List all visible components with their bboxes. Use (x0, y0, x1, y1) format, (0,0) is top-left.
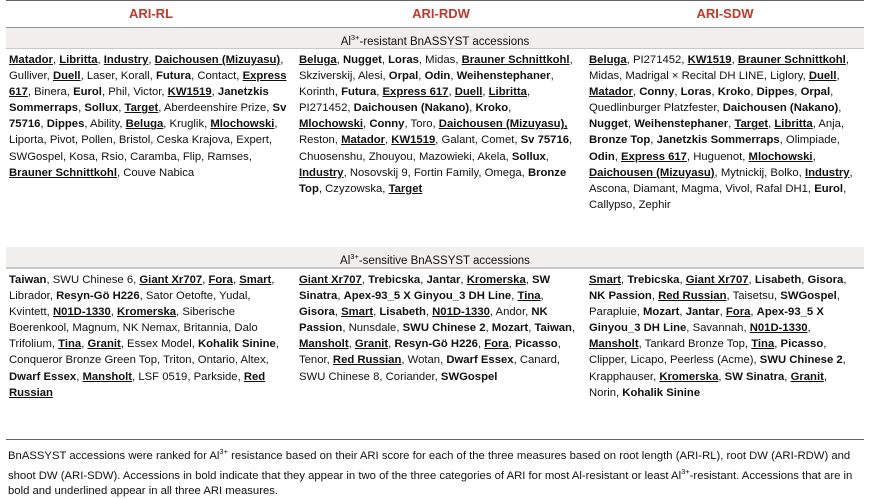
superscript: 3+ (219, 447, 228, 456)
accession-two-of-three: Trebicska (627, 274, 680, 286)
text-run: , (750, 306, 757, 319)
text-run: , (40, 118, 47, 131)
accession-all-three: Giant Xr707 (685, 274, 749, 286)
text-run: , (376, 86, 383, 99)
text-run: , (334, 306, 342, 319)
text-run: , (211, 86, 218, 99)
accession-two-of-three: Orpal (800, 86, 831, 99)
cell-sensitive-ari-rdw (296, 269, 586, 439)
text-run: , Kruglik, (163, 118, 211, 131)
accession-two-of-three: Odin (424, 70, 451, 83)
accession-all-three: Red Russian (332, 354, 402, 367)
text-run: , (418, 70, 425, 83)
text-run: , (361, 274, 369, 286)
accession-two-of-three: Taiwan (9, 274, 47, 286)
accession-all-three: KW1519 (391, 134, 436, 147)
accession-all-three: Kromerska (466, 274, 526, 286)
accession-all-three: Target (124, 102, 159, 115)
sensitive-row (6, 268, 864, 439)
accession-all-three: N01D-1330 (52, 306, 111, 319)
text-run: , (388, 338, 395, 351)
text-run: , (621, 274, 628, 286)
text-run: , Olimpiade, (779, 134, 840, 147)
accession-two-of-three: NK Passion (299, 306, 548, 335)
text-run: , PI271452, (299, 86, 531, 115)
text-run: , (381, 54, 389, 66)
accession-all-three: Mansholt (82, 370, 133, 383)
text-run: , Couve Nabica (116, 166, 195, 179)
accession-two-of-three: Trebicska (368, 274, 421, 286)
text-run: , (232, 274, 240, 286)
accession-all-three: Target (734, 118, 769, 131)
text-run: , Laser, Korall, (80, 70, 156, 83)
text-run: , (477, 338, 485, 351)
accession-two-of-three: Futura (155, 70, 192, 83)
accession-all-three: Smart (341, 306, 374, 319)
accession-all-three: Matador (9, 54, 53, 66)
text-run: Reston, (299, 134, 342, 147)
text-run: , Ascona, Diamant, Magma, Vivol, Rafal DH1, (589, 166, 853, 195)
accession-all-three: Fora (725, 306, 751, 319)
text-run: , (794, 86, 801, 99)
accession-two-of-three: Resyn-Gö H226 (394, 338, 478, 351)
text-run: , (469, 102, 476, 115)
accession-all-three: Tina (751, 338, 775, 351)
text-run: , SWU Chinese 6, (46, 274, 140, 286)
accession-all-three: Target (388, 182, 423, 195)
text-run: , (718, 370, 725, 383)
text-run: , (81, 338, 88, 351)
text-run: , (719, 306, 726, 319)
text-run: , (843, 274, 847, 286)
resistant-row (6, 49, 864, 247)
text-run: , (482, 86, 489, 99)
cell-sensitive-ari-rl (6, 269, 296, 439)
text-run: resistance based on their ARI score for each of the three measures based on root length (ARI-RL), root DW (ARI-RDW) and shoot DW (ARI-SDW). Accessions in bold indicate that they appear in two of the three categories of ARI for most Al-resistant or least Al (8, 449, 851, 482)
accession-two-of-three: Nugget (589, 118, 628, 131)
section-header-sensitive: $Al^{3+}$-sensitive BnASSYST accessions (6, 247, 864, 268)
text-run: , Midas, Madrigal × Recital DH LINE, Liglory, (589, 54, 849, 83)
accession-all-three: Beluga (589, 54, 627, 66)
text-run: , Galant, Comet, (435, 134, 521, 147)
accession-two-of-three: Apex-93_5 X Ginyou_3 DH Line (343, 290, 512, 303)
column-header-ari-rl: ARI-RL (128, 6, 174, 21)
accession-all-three: Mansholt (299, 338, 349, 351)
accession-all-three: Brauner Schnittkohl (461, 54, 570, 66)
text-run: , (711, 86, 718, 99)
accession-two-of-three: Janetzkis Sommerraps (9, 86, 269, 115)
accession-two-of-three: Dwarf Essex (9, 370, 77, 383)
text-run: , LSF 0519, Parkside, (132, 370, 244, 383)
text-run: , Gulliver, (9, 54, 284, 83)
accession-two-of-three: Sv 75716 (9, 102, 287, 131)
accession-two-of-three: Kroko (475, 102, 509, 115)
accession-all-three: Express 617 (9, 70, 287, 99)
accession-all-three: Smart (589, 274, 622, 286)
text-run: , (728, 118, 735, 131)
text-run: , Siberische Boerenkool, Magnum, NK Nemax, Britannia, Dalo Trifolium, (9, 306, 258, 351)
cell-resistant-ari-rl (6, 49, 296, 247)
accession-two-of-three: SWU Chinese 2 (759, 354, 843, 367)
accession-all-three: Beluga (299, 54, 337, 66)
text-run: , Midas, (418, 54, 462, 66)
accession-two-of-three: Futura (341, 86, 377, 99)
accession-two-of-three: Eurol (814, 182, 844, 195)
accession-two-of-three: Lisabeth (379, 306, 426, 319)
accession-all-three: Industry (103, 54, 149, 66)
accession-two-of-three: Resyn-Gö H226 (56, 290, 140, 303)
accession-all-three: Beluga (125, 118, 164, 131)
table-footnote (6, 439, 864, 499)
cell-resistant-ari-sdw (586, 49, 864, 247)
cell-resistant-ari-rdw (296, 49, 586, 247)
accessions-table (6, 0, 864, 499)
accession-all-three: Duell (52, 70, 81, 83)
accession-all-three: Tina (517, 290, 541, 303)
accession-two-of-three: Loras (388, 54, 419, 66)
accession-two-of-three: SW Sinatra (724, 370, 785, 383)
accession-all-three: Fora (484, 338, 509, 351)
text-run: , PI271452, (626, 54, 688, 66)
column-header-ari-rdw: ARI-RDW (412, 6, 470, 21)
text-run: , (148, 54, 155, 66)
text-run: , (448, 86, 455, 99)
text-run: , Mytnickij, Bolko, (714, 166, 805, 179)
text-run: , (651, 290, 659, 303)
accession-all-three: Express 617 (621, 150, 687, 163)
text-run: , Conqueror Bronze Green Top, Triton, Ontario, Altex, (9, 338, 279, 367)
accession-two-of-three: Bronze Top (589, 134, 651, 147)
text-run: , (425, 306, 433, 319)
text-run: , (614, 150, 622, 163)
accession-two-of-three: Sollux (511, 150, 546, 163)
text-run: , Clipper, Licapo, Peerless (Acme), (589, 338, 827, 367)
text-run: , Ability, (84, 118, 126, 131)
accession-two-of-three: Sollux (84, 102, 119, 115)
text-run: , Sator Oetofte, Yudal, Kvintett, (9, 290, 251, 319)
accession-two-of-three: Kohalik Sinine (198, 338, 276, 351)
text-run: , Quedlinburger Platzfester, (589, 86, 834, 115)
accession-two-of-three: Weihenstephaner (634, 118, 729, 131)
text-run: , Chuosenshu, Zhouyou, Mazowieki, Akela, (299, 134, 573, 163)
accession-all-three: Giant Xr707 (299, 274, 362, 286)
accession-two-of-three: Picasso (515, 338, 558, 351)
text-run: , Krapphauser, (589, 354, 846, 383)
accession-two-of-three: Kroko (717, 86, 751, 99)
text-run: , Wotan, (401, 354, 447, 367)
text-run: , (571, 322, 576, 335)
accession-two-of-three: Mozart (643, 306, 680, 319)
accession-two-of-three: Picasso (780, 338, 824, 351)
text-run: , Czyzowska, (318, 182, 389, 195)
text-run: , (774, 338, 781, 351)
accession-all-three: Mlochowski (299, 118, 364, 131)
accession-all-three: Red Russian (658, 290, 727, 303)
text-run: , Binera, (27, 86, 74, 99)
text-run: , Canard, SWU Chinese 8, Coriander, (299, 354, 561, 383)
text-run: , Callypso, Zephir (589, 182, 847, 211)
text-run: , Phil, Victor, (101, 86, 168, 99)
text-run: BnASSYST accessions were ranked for Al (8, 449, 220, 462)
section-header-resistant: $Al^{3+}$-resistant BnASSYST accessions (6, 28, 864, 49)
text-run: , (485, 322, 492, 335)
accession-all-three: KW1519 (687, 54, 732, 66)
text-run: , Aberdeenshire Prize, (158, 102, 273, 115)
accession-all-three: Matador (589, 86, 633, 99)
text-run: , Andor, (489, 306, 532, 319)
accession-all-three: Kromerska (659, 370, 719, 383)
text-run: , (679, 306, 686, 319)
text-run: , Librador, (9, 274, 275, 303)
text-run: , (838, 102, 842, 115)
accession-all-three: Brauner Schnittkohl (737, 54, 846, 66)
accession-all-three: Mlochowski (748, 150, 813, 163)
accession-two-of-three: Taiwan (534, 322, 572, 335)
accession-two-of-three: Daichousen (Nakano) (353, 102, 470, 115)
accession-two-of-three: SWGospel (780, 290, 837, 303)
accession-two-of-three: Dippes (756, 86, 795, 99)
cell-sensitive-ari-sdw (586, 269, 864, 439)
text-run: , Savannah, (686, 322, 750, 335)
text-run: , (768, 118, 775, 131)
accession-two-of-three: Mozart (491, 322, 529, 335)
text-run: , Tankard Bronze Top, (638, 338, 752, 351)
accession-all-three: Tina (58, 338, 82, 351)
text-run: , (650, 134, 657, 147)
accession-all-three: Brauner Schnittkohl (9, 166, 117, 179)
accession-two-of-three: Weihenstephaner (456, 70, 551, 83)
text-run: , (540, 290, 544, 303)
text-run: , Contact, (191, 70, 243, 83)
accession-two-of-three: Nugget (342, 54, 382, 66)
accession-two-of-three: Conny (639, 86, 675, 99)
text-run: , (385, 134, 392, 147)
accession-two-of-three: Loras (680, 86, 712, 99)
text-run: , (97, 54, 104, 66)
text-run: , (337, 290, 344, 303)
accession-all-three: Fora (208, 274, 233, 286)
accession-two-of-three: Sv 75716 (520, 134, 570, 147)
accession-all-three: Granit (87, 338, 121, 351)
text-run: , Nosovskij 9, Fortin Family, Omega, (343, 166, 528, 179)
accession-two-of-three: Daichousen (Nakano) (722, 102, 839, 115)
accession-all-three: Kromerska (117, 306, 177, 319)
text-run: , Taisetsu, (726, 290, 781, 303)
accession-all-three: Duell (454, 86, 483, 99)
accession-two-of-three: Janetzkis Sommerraps (656, 134, 780, 147)
text-run: , Nunsdale, (342, 322, 403, 335)
text-run: , (110, 306, 118, 319)
accession-two-of-three: Dwarf Essex (446, 354, 514, 367)
text-run: , Skziverskij, Alesi, (299, 54, 573, 83)
text-run: , Norin, (589, 370, 827, 399)
accession-all-three: Express 617 (382, 86, 449, 99)
text-run: , (363, 118, 370, 131)
text-run: , (511, 290, 518, 303)
accession-two-of-three: Eurol (73, 86, 102, 99)
column-header-ari-sdw: ARI-SDW (696, 6, 754, 21)
text-run: , (748, 274, 755, 286)
text-run: , (420, 274, 427, 286)
accession-all-three: Industry (299, 166, 344, 179)
accession-two-of-three: NK Passion (589, 290, 652, 303)
accession-two-of-three: Jantar (685, 306, 720, 319)
accession-all-three: Granit (790, 370, 824, 383)
accession-two-of-three: Jantar (426, 274, 461, 286)
text-run: , (750, 86, 757, 99)
accession-all-three: Daichousen (Mizuyasu), (438, 118, 568, 131)
superscript: 3+ (681, 467, 690, 477)
text-run: , (731, 54, 738, 66)
accession-all-three: Duell (808, 70, 837, 83)
accession-two-of-three: SW Sinatra (299, 274, 551, 303)
text-run: , (674, 86, 681, 99)
text-run: , (801, 274, 808, 286)
text-run: , (348, 338, 355, 351)
text-run: , Tenor, (299, 338, 561, 367)
text-run: , (812, 150, 816, 163)
accession-two-of-three: Gisora (299, 306, 335, 319)
text-run: , Korinth, (299, 70, 554, 99)
text-run: , (450, 70, 457, 83)
accession-two-of-three: Gisora (807, 274, 844, 286)
text-run: , (632, 86, 640, 99)
accession-two-of-three: Kohalik Sinine (622, 386, 701, 399)
text-run: , (52, 54, 60, 66)
accession-all-three: Mansholt (589, 338, 639, 351)
text-run: , (528, 322, 535, 335)
text-run: , (784, 370, 791, 383)
text-run: , (78, 102, 85, 115)
accession-all-three: Mlochowski (210, 118, 275, 131)
accession-all-three: Libritta (59, 54, 98, 66)
text-run: , (336, 54, 343, 66)
text-run: , Parapluie, (589, 290, 840, 319)
accession-all-three: Smart (239, 274, 272, 286)
accession-all-three: Giant Xr707 (139, 274, 203, 286)
text-run: -resistant. Accessions that are in bold and underlined appear in all three ARI measures. (8, 469, 853, 498)
accession-two-of-three: Bronze Top (299, 166, 567, 195)
accession-all-three: Red Russian (9, 370, 266, 399)
text-run: , (525, 274, 533, 286)
text-run: , (76, 370, 83, 383)
accession-two-of-three: Orpal (388, 70, 419, 83)
accession-all-three: Industry (804, 166, 850, 179)
accession-all-three: Matador (341, 134, 386, 147)
text-run: , Toro, (404, 118, 439, 131)
accession-two-of-three: Dippes (46, 118, 85, 131)
header-row (6, 0, 864, 28)
text-run: , (807, 322, 811, 335)
accession-two-of-three: Odin (589, 150, 615, 163)
accession-all-three: KW1519 (167, 86, 212, 99)
text-run: , Essex Model, (120, 338, 198, 351)
text-run: , (508, 102, 512, 115)
text-run: , (508, 338, 515, 351)
accession-two-of-three: SWU Chinese 2 (402, 322, 486, 335)
accession-all-three: Daichousen (Mizuyasu) (589, 166, 715, 179)
accession-all-three: Daichousen (Mizuyasu) (154, 54, 281, 66)
text-run: , (373, 306, 380, 319)
text-run: , Liporta, Pivot, Pollen, Bristol, Ceska Krajova, Expert, SWGospel, Kosa, Rsio, Caramba, Flip, Ramses, (9, 118, 278, 163)
accession-all-three: Granit (354, 338, 389, 351)
text-run: , (627, 118, 635, 131)
text-run: , Huguenot, (686, 150, 749, 163)
text-run: , (545, 150, 549, 163)
accession-two-of-three: Apex-93_5 X Ginyou_3 DH Line (589, 306, 824, 335)
accession-two-of-three: SWGospel (440, 370, 498, 383)
text-run: , (679, 274, 686, 286)
accession-two-of-three: Conny (369, 118, 405, 131)
accession-all-three: Libritta (488, 86, 527, 99)
text-run: , (118, 102, 125, 115)
accession-all-three: N01D-1330 (749, 322, 808, 335)
accession-all-three: N01D-1330 (432, 306, 490, 319)
text-run: , (460, 274, 467, 286)
text-run: , Anja, (812, 118, 845, 131)
text-run: , (836, 70, 840, 83)
accession-all-three: Libritta (774, 118, 813, 131)
accession-two-of-three: Lisabeth (754, 274, 802, 286)
text-run: , (202, 274, 209, 286)
